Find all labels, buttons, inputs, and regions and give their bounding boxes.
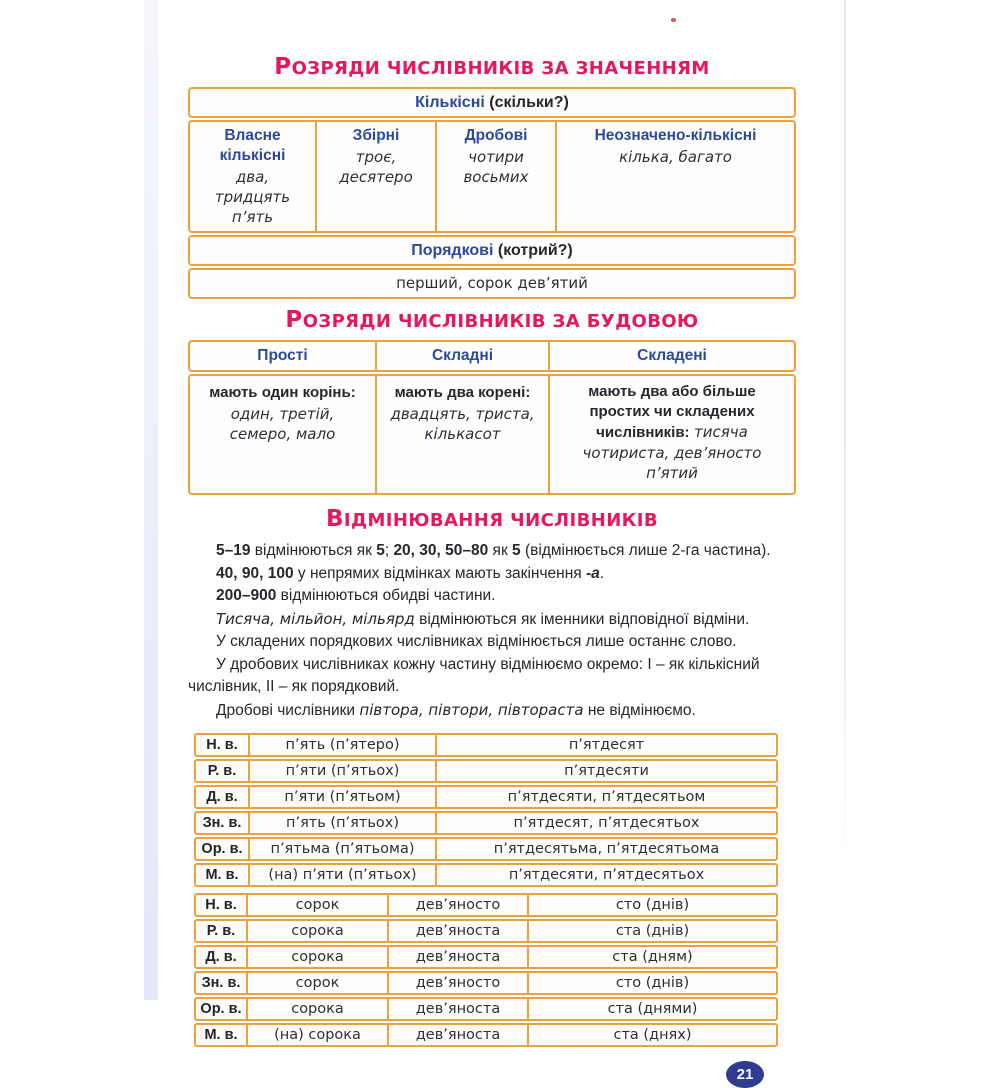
- page-edge-line: [844, 0, 846, 880]
- case-label: Р. в.: [207, 763, 237, 779]
- note-segment: півтора, півтори, півтораста: [359, 700, 584, 719]
- section-title-meaning: РОЗРЯДИ ЧИСЛІВНИКІВ ЗА ЗНАЧЕННЯМ: [274, 54, 710, 80]
- note-paragraph: [188, 654, 796, 699]
- note-segment: відмінюються обидві частини.: [276, 587, 496, 604]
- declension-row: [194, 733, 778, 757]
- structure-header-cell: [190, 342, 375, 370]
- header-ordinal-question: (котрий?): [493, 242, 573, 259]
- subtype-label: Збірні: [352, 127, 400, 144]
- header-ordinal-label: Порядкові: [411, 242, 494, 259]
- form-cell: сто (днів): [527, 973, 776, 993]
- form-cell: (на) п’яти (п’ятьох): [248, 865, 435, 885]
- textbook-page: [188, 0, 796, 1088]
- form-cell: п’ятдесяти: [435, 761, 776, 781]
- subtype-cell: [435, 122, 555, 231]
- form-cell: п’ять (п’ятьох): [248, 813, 435, 833]
- form-cell: дев’яносто: [387, 895, 527, 915]
- form-cell: п’ятдесяти, п’ятдесятьох: [435, 865, 776, 885]
- table-numeral-structure: [188, 340, 796, 495]
- form-cell: дев’яносто: [387, 973, 527, 993]
- structure-examples: один, третій, семеро, мало: [229, 405, 336, 443]
- structure-cell: [375, 376, 548, 493]
- table-header-ordinal: [188, 235, 796, 266]
- subtype-examples: кілька, багато: [619, 148, 732, 166]
- header-quantitative-label: Кількісні: [415, 94, 485, 111]
- subtype-examples: троє, десятеро: [339, 148, 413, 186]
- structure-examples: двадцять, триста, кількасот: [390, 405, 535, 443]
- case-label: Д. в.: [205, 949, 237, 965]
- form-cell: сорок: [246, 895, 387, 915]
- subtype-cell: [555, 122, 794, 231]
- case-label: Р. в.: [206, 923, 236, 939]
- structure-body-row: [188, 374, 796, 495]
- declension-row: [194, 1023, 778, 1047]
- subtype-cell: [315, 122, 435, 231]
- form-cell: ста (днях): [527, 1025, 776, 1045]
- form-cell: п’ять (п’ятеро): [248, 735, 435, 755]
- declension-row: [194, 945, 778, 969]
- structure-examples: тисяча чотириста, дев’яносто п’ятий: [582, 423, 762, 482]
- structure-header-row: [188, 340, 796, 372]
- declension-notes: [188, 540, 796, 722]
- form-cell: сорока: [246, 947, 387, 967]
- subtype-examples: два, тридцять п’ять: [214, 168, 291, 226]
- note-paragraph: [188, 608, 796, 632]
- note-segment: 5: [376, 542, 385, 559]
- section-title-declension: ВІДМІНЮВАННЯ ЧИСЛІВНИКІВ: [325, 506, 659, 532]
- subtype-label: Неозначено-кількісні: [594, 127, 757, 144]
- form-cell: сто (днів): [527, 895, 776, 915]
- case-label: Н. в.: [206, 737, 238, 753]
- case-label: Зн. в.: [202, 815, 242, 831]
- subtype-cell: [190, 122, 315, 231]
- ordinal-examples-row: перший, сорок дев’ятий: [188, 268, 796, 299]
- case-label: Д. в.: [206, 789, 238, 805]
- note-segment: 20, 30, 50–80: [393, 542, 489, 559]
- table-header-quantitative: [188, 87, 796, 118]
- note-segment: .: [599, 564, 605, 582]
- declension-row: [194, 971, 778, 995]
- declension-row: [194, 893, 778, 917]
- note-segment: 200–900: [216, 587, 277, 604]
- note-segment: як: [488, 542, 513, 559]
- structure-header-label: Складені: [637, 347, 707, 364]
- note-segment: 40, 90, 100: [216, 564, 294, 582]
- note-segment: -а: [585, 564, 600, 582]
- structure-header-cell: [548, 342, 794, 370]
- structure-definition: мають один корінь:: [209, 384, 356, 401]
- form-cell: ста (днів): [527, 921, 776, 941]
- case-label: Зн. в.: [201, 975, 241, 991]
- note-segment: 5: [512, 542, 521, 559]
- quantitative-subtypes-row: [188, 120, 796, 233]
- form-cell: п’ятдесятьма, п’ятдесятьома: [435, 839, 776, 859]
- declension-row: [194, 837, 778, 861]
- note-paragraph: [188, 540, 796, 563]
- note-paragraph: [188, 631, 796, 654]
- declension-row: [194, 997, 778, 1021]
- case-label: Н. в.: [205, 897, 237, 913]
- section-title-structure: РОЗРЯДИ ЧИСЛІВНИКІВ ЗА БУДОВОЮ: [285, 307, 699, 333]
- structure-header-label: Складні: [431, 347, 494, 364]
- note-segment: 5–19: [216, 542, 251, 559]
- note-segment: відмінюються як: [250, 542, 377, 559]
- note-paragraph: [188, 699, 796, 723]
- structure-header-cell: [375, 342, 548, 370]
- declension-table-5-50: [194, 733, 778, 887]
- table-numeral-meaning: [188, 87, 796, 299]
- note-segment: Тисяча, мільйон, мільярд: [216, 609, 415, 628]
- declension-row: [194, 863, 778, 887]
- form-cell: п’яти (п’ятьом): [248, 787, 435, 807]
- header-quantitative-question: (скільки?): [484, 94, 569, 111]
- note-paragraph: [188, 563, 796, 586]
- note-segment: У складених порядкових числівниках відмінюється лише останнє слово.: [216, 633, 737, 650]
- subtype-examples: чотири восьмих: [463, 148, 529, 186]
- structure-definition: мають два корені:: [394, 384, 531, 401]
- form-cell: (на) сорока: [246, 1025, 387, 1045]
- note-segment: У дробових числівниках кожну частину відмінюємо окремо: І – як кількісний числівник, ІІ – як порядковий.: [188, 655, 760, 695]
- note-segment: ;: [384, 542, 394, 559]
- form-cell: п’ятдесяти, п’ятдесятьом: [435, 787, 776, 807]
- subtype-label: Власне кількісні: [219, 127, 286, 164]
- form-cell: дев’яноста: [387, 947, 527, 967]
- note-segment: відмінюються як іменники відповідної відміни.: [414, 610, 750, 628]
- form-cell: сорок: [246, 973, 387, 993]
- form-cell: ста (дням): [527, 947, 776, 967]
- form-cell: сорока: [246, 921, 387, 941]
- note-paragraph: [188, 585, 796, 608]
- page-fold-band: [144, 0, 158, 1000]
- form-cell: п’ятьма (п’ятьома): [248, 839, 435, 859]
- note-segment: Дробові числівники: [216, 701, 360, 719]
- structure-cell: [548, 376, 794, 493]
- note-segment: не відмінюємо.: [583, 701, 696, 719]
- form-cell: дев’яноста: [387, 1025, 527, 1045]
- note-segment: (відмінюється лише 2-га частина).: [520, 542, 771, 559]
- subtype-label: Дробові: [464, 127, 528, 144]
- declension-table-40-90-100: [194, 893, 778, 1047]
- case-label: Ор. в.: [200, 1001, 242, 1017]
- structure-definition: мають два або більше простих чи складених числівників:: [588, 383, 756, 441]
- page-number-badge: 21: [726, 1061, 764, 1088]
- form-cell: п’яти (п’ятьох): [248, 761, 435, 781]
- case-label: Ор. в.: [201, 841, 243, 857]
- case-label: М. в.: [205, 867, 239, 883]
- declension-row: [194, 785, 778, 809]
- form-cell: п’ятдесят, п’ятдесятьох: [435, 813, 776, 833]
- form-cell: ста (днями): [527, 999, 776, 1019]
- declension-row: [194, 811, 778, 835]
- declension-row: [194, 759, 778, 783]
- note-segment: у непрямих відмінках мають закінчення: [293, 564, 586, 582]
- case-label: М. в.: [204, 1027, 238, 1043]
- form-cell: п’ятдесят: [435, 735, 776, 755]
- form-cell: сорока: [246, 999, 387, 1019]
- form-cell: дев’яноста: [387, 921, 527, 941]
- declension-row: [194, 919, 778, 943]
- structure-header-label: Прості: [257, 347, 308, 364]
- form-cell: дев’яноста: [387, 999, 527, 1019]
- structure-cell: [190, 376, 375, 493]
